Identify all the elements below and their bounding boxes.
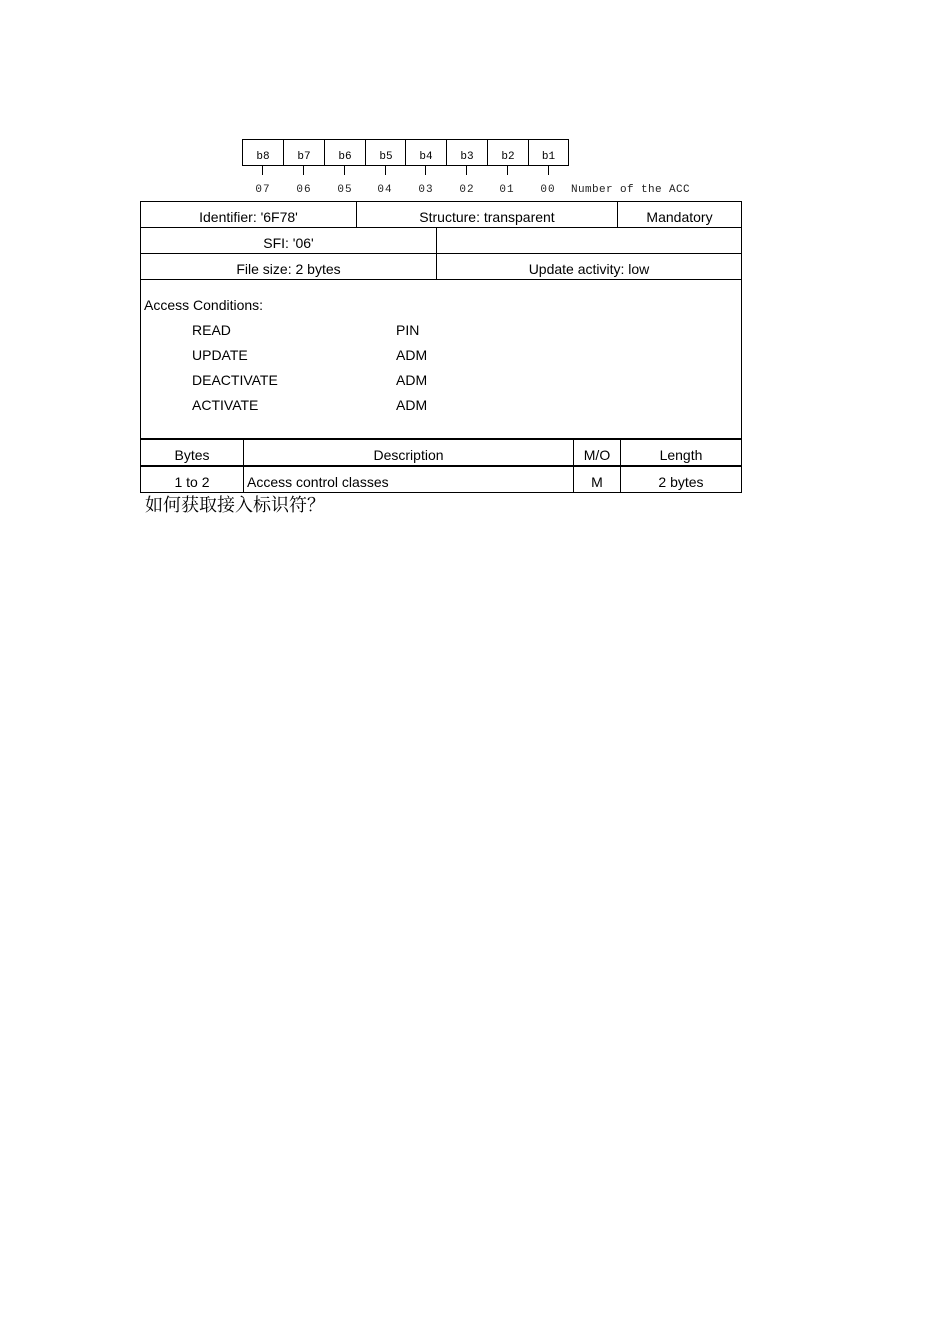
header-description: Description — [243, 439, 573, 465]
update-activity-cell: Update activity: low — [436, 254, 741, 279]
bit-cell: b6 — [324, 139, 365, 166]
identifier-cell: Identifier: '6F78' — [199, 209, 298, 225]
acc-number: 06 — [296, 184, 312, 196]
bit-tick — [262, 166, 263, 175]
file-header-row — [140, 201, 742, 228]
access-op: READ — [192, 322, 231, 338]
cell-description: Access control classes — [243, 466, 573, 492]
bit-tick — [303, 166, 304, 175]
bit-cell: b8 — [242, 139, 283, 166]
cell-mo: M — [573, 466, 620, 492]
sfi-cell: SFI: '06' — [263, 235, 314, 251]
bit-cell: b3 — [446, 139, 487, 166]
content-table-header — [140, 439, 742, 466]
file-size-cell: File size: 2 bytes — [236, 261, 341, 277]
header-length: Length — [620, 439, 741, 465]
acc-number: 05 — [337, 184, 353, 196]
access-value: ADM — [396, 372, 428, 388]
cell-length: 2 bytes — [620, 466, 741, 492]
bit-cell: b2 — [487, 139, 528, 166]
mandatory-cell: Mandatory — [617, 202, 741, 227]
access-value: ADM — [396, 347, 428, 363]
access-op: DEACTIVATE — [192, 372, 278, 388]
file-size-row — [140, 253, 742, 280]
bit-tick — [466, 166, 467, 175]
bit-tick — [425, 166, 426, 175]
bit-cell: b4 — [405, 139, 446, 166]
bit-tick — [507, 166, 508, 175]
access-op: UPDATE — [192, 347, 248, 363]
question-text: 如何获取接入标识符？ — [145, 495, 325, 516]
header-bytes: Bytes — [141, 439, 243, 465]
access-value: ADM — [396, 397, 428, 413]
acc-number: 00 — [540, 184, 556, 196]
acc-number: 02 — [459, 184, 475, 196]
access-conditions-block — [140, 279, 742, 440]
bit-tick — [548, 166, 549, 175]
access-value: PIN — [396, 322, 420, 338]
access-conditions-title: Access Conditions: — [144, 297, 264, 313]
cell-bytes: 1 to 2 — [141, 466, 243, 492]
access-op: ACTIVATE — [192, 397, 259, 413]
bit-cell: b7 — [283, 139, 324, 166]
bit-tick — [344, 166, 345, 175]
acc-number-caption: Number of the ACC — [571, 184, 691, 196]
acc-number: 07 — [255, 184, 271, 196]
bit-cell: b1 — [528, 139, 569, 166]
header-mo: M/O — [573, 439, 620, 465]
sfi-row — [140, 227, 742, 254]
sfi-empty-cell — [436, 228, 741, 253]
bit-tick — [385, 166, 386, 175]
acc-number: 04 — [377, 184, 393, 196]
structure-cell: Structure: transparent — [356, 202, 617, 227]
table-row — [140, 466, 742, 493]
acc-number: 03 — [418, 184, 434, 196]
acc-number: 01 — [499, 184, 515, 196]
bit-cell: b5 — [365, 139, 406, 166]
